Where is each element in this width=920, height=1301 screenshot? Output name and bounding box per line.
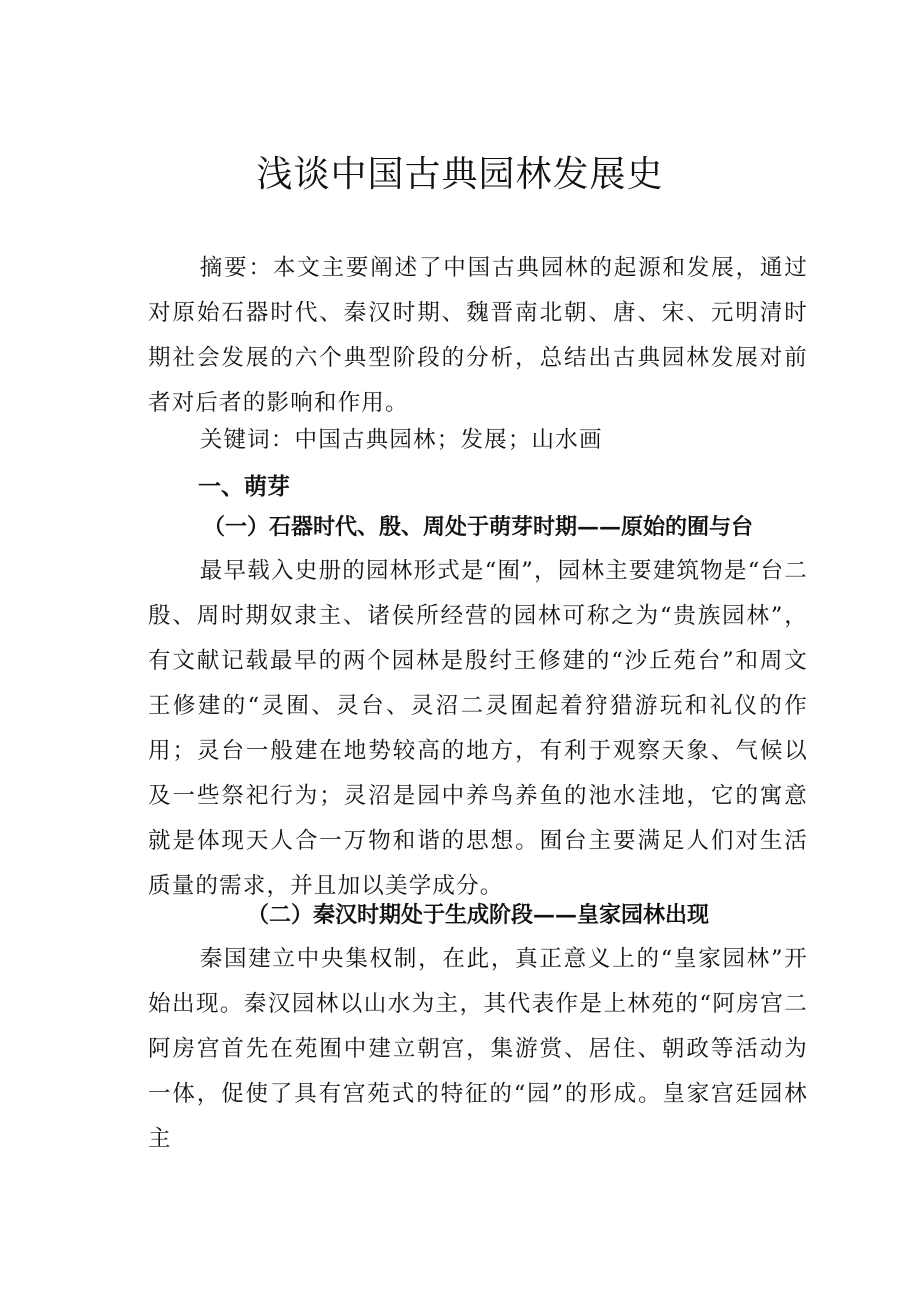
document-title: 浅谈中国古典园林发展史 — [256, 154, 664, 195]
keywords-line: 关键词：中国古典园林；发展；山水画 — [199, 427, 603, 453]
section-heading-sprouting: 一、萌芽 — [198, 474, 290, 500]
paragraph-imperial-gardens: 秦国建立中央集权制，在此，真正意义上的“皇家园林”开始出现。秦汉园林以山水为主，其代表作是上林苑的“阿房宫二阿房宫首先在苑囿中建立朝宫，集游赏、居住、朝政等活动为一体，促使了具有宫苑式的特征的“园”的形成。皇家宫廷园林主 — [148, 946, 808, 1152]
subsection-heading-stone-age: （一）石器时代、殷、周处于萌芽时期——原始的囿与台 — [202, 514, 753, 540]
paragraph-you-and-tai: 最早载入史册的园林形式是“囿”，园林主要建筑物是“台二殷、周时期奴隶主、诸侯所经营的园林可称之为“贵族园林”，有文献记载最早的两个园林是殷纣王修建的“沙丘苑台”和周文王修建的“灵囿、灵台、灵沼二灵囿起着狩猎游玩和礼仪的作用；灵台一般建在地势较高的地方，有利于观察天象、气候以及一些祭祀行为；灵沼是园中养鸟养鱼的池水洼地，它的寓意就是体现天人合一万物和谐的思想。囿台主要满足人们对生活质量的需求，并且加以美学成分。 — [148, 558, 808, 899]
abstract-paragraph: 摘要：本文主要阐述了中国古典园林的起源和发展，通过对原始石器时代、秦汉时期、魏晋南北朝、唐、宋、元明清时期社会发展的六个典型阶段的分析，总结出古典园林发展对前者对后者的影响和作用。 — [148, 255, 808, 416]
subsection-heading-qin-han: （二）秦汉时期处于生成阶段——皇家园林出现 — [246, 902, 709, 928]
